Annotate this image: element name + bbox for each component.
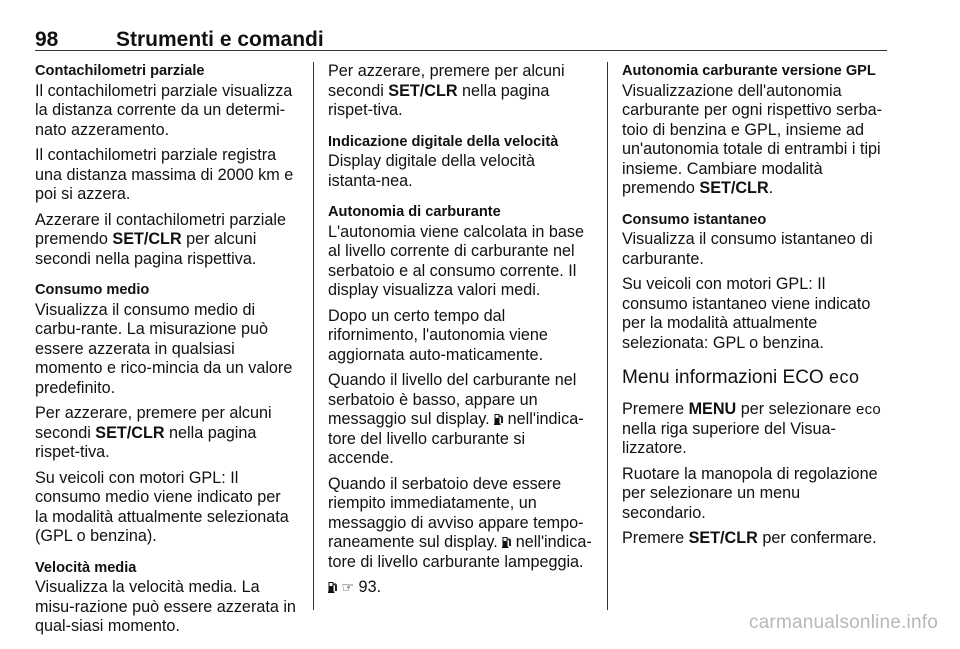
section-title: Consumo istantaneo <box>622 211 767 228</box>
paragraph: Ruotare la manopola di regolazione per selezionare un menu secondario. <box>622 464 878 522</box>
paragraph: Visualizza la velocità media. La misu-razione può essere azzerata in qual-siasi momento. <box>35 578 296 635</box>
section-trip-odometer <box>35 62 297 269</box>
section-fuel-range <box>328 203 592 598</box>
set-clr-key-label: SET/CLR <box>388 81 458 100</box>
eco-menu-heading <box>622 365 888 390</box>
header-divider <box>35 50 887 51</box>
paragraph: Visualizza il consumo medio di carbu-rante. La misurazione può essere azzerata in qualsiasi momento e rico-mincia da un valore predefinito. <box>35 300 293 397</box>
page-header <box>35 28 887 50</box>
watermark: carmanualsonline.info <box>748 612 938 633</box>
paragraph <box>328 62 592 121</box>
text-run: per confermare. <box>757 529 877 547</box>
fuel-pump-icon <box>328 581 337 593</box>
paragraph: Su veicoli con motori GPL: Il consumo medio viene indicato per la modalità attualmente selezionata (GPL o benzina). <box>35 468 289 545</box>
section-title: Contachilometri parziale <box>35 63 205 79</box>
text-run: Premere <box>622 529 689 547</box>
paragraph <box>622 529 888 549</box>
text-run: Per azzerare, premere per alcuni secondi <box>35 404 272 442</box>
section-title: Velocità media <box>35 559 137 576</box>
set-clr-key-label: SET/CLR <box>95 423 165 442</box>
fuel-pump-icon <box>494 413 503 425</box>
page-reference-arrow-icon: ☞ <box>341 579 355 595</box>
section-title: Indicazione digitale della velocità <box>328 133 559 150</box>
column-divider <box>607 62 608 610</box>
text-run: Azzerare il contachilometri parziale premendo <box>35 210 287 248</box>
text-run: . <box>768 179 774 197</box>
chapter-title: Strumenti e comandi <box>116 28 324 51</box>
paragraph: Il contachilometri parziale visualizza la distanza corrente da un determi-nato azzeramento. <box>35 81 293 139</box>
menu-key-label: MENU <box>688 400 737 418</box>
section-eco-menu <box>622 365 888 549</box>
paragraph <box>35 404 297 463</box>
column-2 <box>328 62 592 610</box>
heading-text: Menu informazioni ECO <box>622 367 829 388</box>
paragraph: Dopo un certo tempo dal rifornimento, l'autonomia viene aggiornata auto-maticamente. <box>328 306 548 364</box>
text-run: Visualizzazione dell'autonomia carburante per ogni rispettivo serba-toio di benzina e GPL, insieme ad un'autonomia totale di entrambi i tipi insieme. Cambiare modalità premendo <box>622 81 883 197</box>
text-run: nell'indica-tore di livello carburante lampeggia. <box>328 533 592 571</box>
text-run: nella riga superiore del Visua-lizzatore. <box>622 419 836 457</box>
section-average-consumption <box>35 281 297 547</box>
paragraph: Il contachilometri parziale registra una distanza massima di 2000 km e poi si azzera. <box>35 146 294 203</box>
paragraph <box>622 400 888 459</box>
section-title: Autonomia carburante versione GPL <box>622 63 876 79</box>
paragraph: L'autonomia viene calcolata in base al livello corrente di carburante nel serbatoio e al consumo corrente. Il display visualizza valori medi. <box>328 222 584 299</box>
paragraph <box>328 475 592 573</box>
set-clr-key-label: SET/CLR <box>688 529 758 547</box>
eco-icon: eco <box>828 367 860 387</box>
paragraph: Visualizza il consumo istantaneo di carburante. <box>622 230 873 268</box>
section-reset-continued <box>328 62 592 121</box>
column-1 <box>35 62 297 649</box>
text-run: nell'indica-tore del livello carburante si accende. <box>328 410 584 467</box>
fuel-pump-icon <box>502 536 511 548</box>
paragraph <box>622 82 888 199</box>
page-reference: 93. <box>354 578 382 596</box>
text-run: nella pagina rispet-tiva. <box>35 423 257 461</box>
section-average-speed <box>35 559 297 637</box>
column-3 <box>622 62 888 555</box>
eco-icon: eco <box>855 401 882 418</box>
paragraph: Su veicoli con motori GPL: Il consumo istantaneo viene indicato per la modalità attualmente selezionata: GPL o benzina. <box>622 275 871 352</box>
paragraph: Display digitale della velocità istanta-nea. <box>328 152 535 190</box>
section-title: Consumo medio <box>35 282 150 298</box>
set-clr-key-label: SET/CLR <box>699 179 769 197</box>
section-digital-speed <box>328 133 592 192</box>
text-run: Premere <box>622 400 689 418</box>
text-run: per alcuni secondi nella pagina rispettiva. <box>35 230 257 268</box>
paragraph <box>328 371 592 469</box>
text-run: Quando il livello del carburante nel serbatoio è basso, appare un messaggio sul display. <box>328 371 577 428</box>
cross-reference <box>328 578 592 598</box>
text-run: nella pagina rispet-tiva. <box>328 81 550 119</box>
paragraph <box>35 211 297 270</box>
text-run: Per azzerare, premere per alcuni secondi <box>328 62 565 100</box>
section-title: Autonomia di carburante <box>328 204 501 220</box>
set-clr-key-label: SET/CLR <box>112 230 182 248</box>
section-instant-consumption <box>622 211 888 354</box>
section-lpg-range <box>622 62 888 199</box>
column-divider <box>313 62 314 610</box>
page-number: 98 <box>35 28 59 51</box>
text-run: per selezionare <box>736 400 856 418</box>
text-run: Quando il serbatoio deve essere riempito immediatamente, un messaggio di avviso appare tempo-raneamente sul display. <box>328 474 584 551</box>
